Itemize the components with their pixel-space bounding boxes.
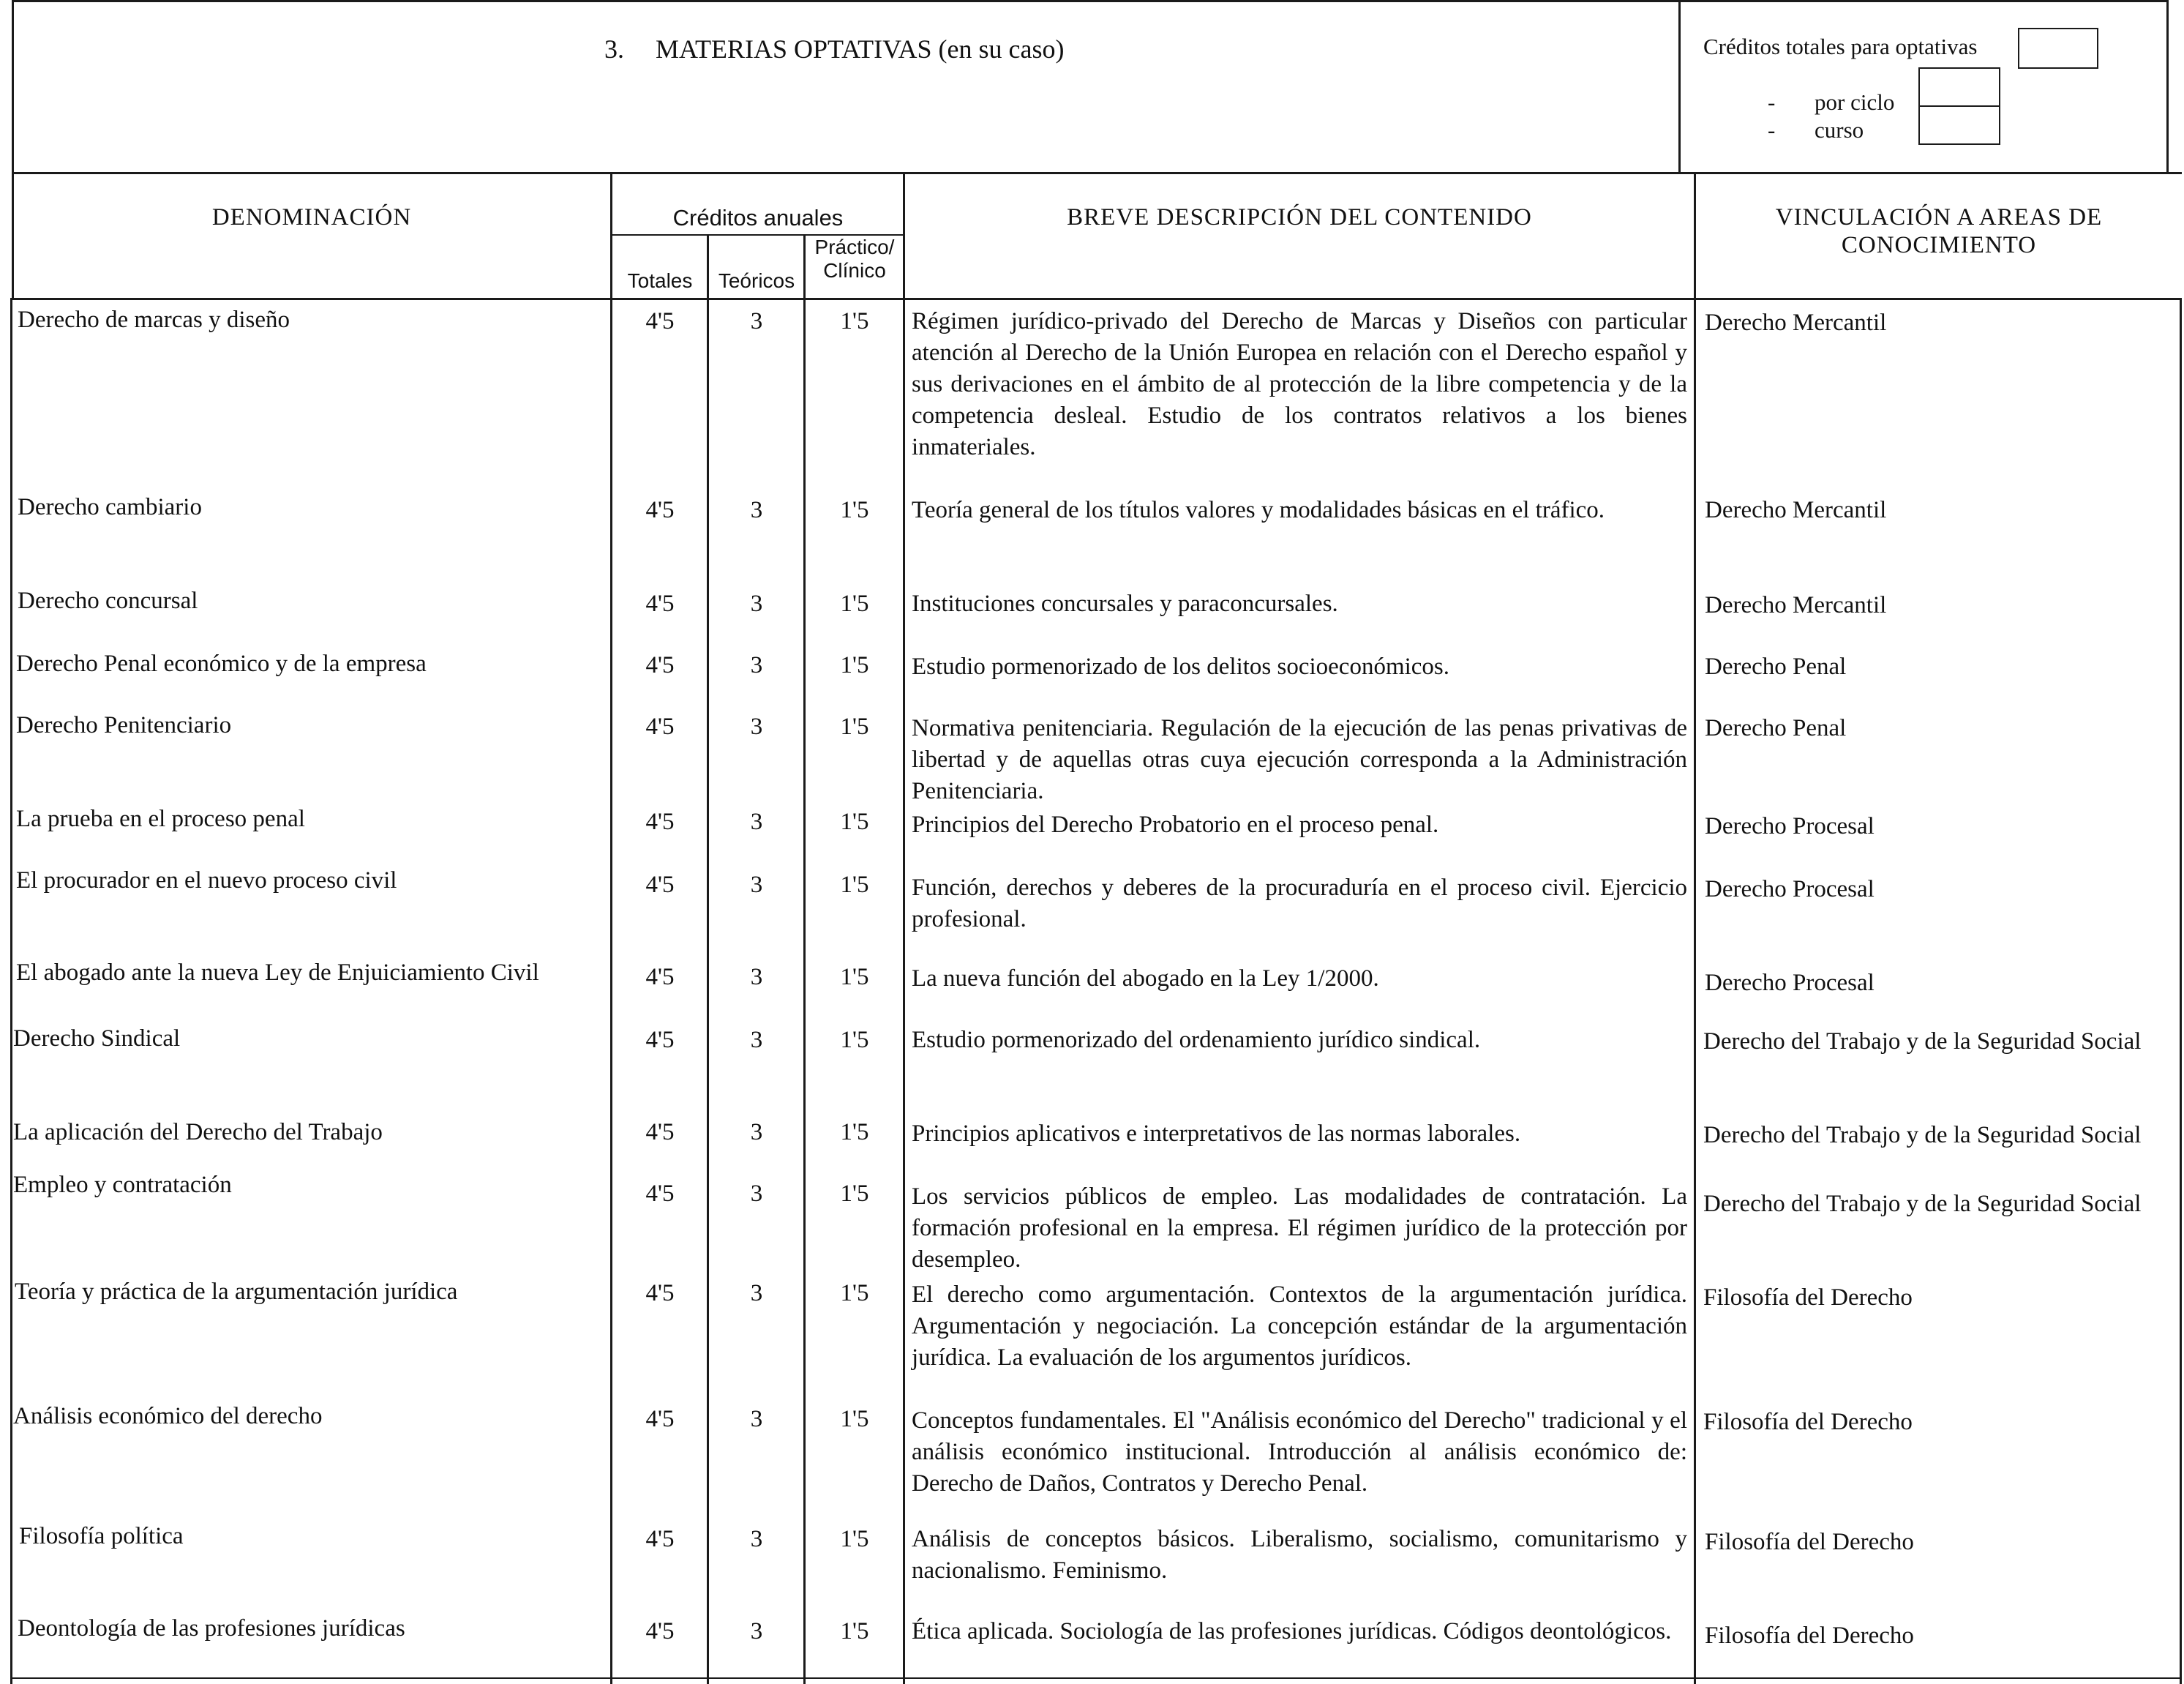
col-header-denominacion: DENOMINACIÓN [211, 204, 412, 231]
row-area: Derecho del Trabajo y de la Seguridad Social [1703, 1191, 2142, 1217]
credits-total-label: Créditos totales para optativas [1703, 34, 1978, 59]
row-creditos-practicos: 1'5 [840, 497, 869, 523]
row-creditos-teoricos: 3 [750, 1119, 763, 1145]
col-header-creditos-anuales: Créditos anuales [672, 205, 844, 231]
row-area: Filosofía del Derecho [1703, 1284, 1913, 1311]
row-descripcion: Principios del Derecho Probatorio en el proceso penal. [912, 812, 1439, 838]
row-denominacion: Derecho de marcas y diseño [18, 307, 290, 333]
row-creditos-teoricos: 3 [750, 1180, 763, 1207]
row-area: Derecho del Trabajo y de la Seguridad Social [1703, 1122, 2142, 1148]
col-header-totales: Totales [627, 269, 693, 292]
row-area: Derecho Procesal [1705, 876, 1875, 902]
row-denominacion: La prueba en el proceso penal [16, 806, 305, 832]
row-creditos-practicos: 1'5 [840, 872, 869, 898]
row-creditos-practicos: 1'5 [840, 809, 869, 835]
row-creditos-totales: 4'5 [645, 1180, 675, 1207]
curso-label: curso [1815, 117, 1864, 143]
row-creditos-teoricos: 3 [750, 964, 763, 990]
row-creditos-practicos: 1'5 [840, 1406, 869, 1432]
row-area: Derecho Penal [1705, 654, 1847, 680]
row-creditos-practicos: 1'5 [840, 1027, 869, 1053]
row-creditos-totales: 4'5 [645, 714, 675, 740]
row-descripcion: Principios aplicativos e interpretativos de las normas laborales. [912, 1120, 1521, 1147]
row-creditos-totales: 4'5 [645, 591, 675, 617]
row-denominacion: Empleo y contratación [13, 1172, 232, 1198]
row-creditos-totales: 4'5 [645, 1406, 675, 1432]
row-descripcion: El derecho como argumentación. Contextos de la argumentación jurídica. Argumentación y negociación. La concepción estándar de la argumentación jurídica. La evaluación de los argumentos jurídicos. [912, 1281, 1687, 1371]
row-denominacion: Deontología de las profesiones jurídicas [18, 1615, 405, 1642]
row-denominacion: Derecho Penitenciario [16, 712, 232, 738]
row-descripcion: Estudio pormenorizado del ordenamiento jurídico sindical. [912, 1027, 1481, 1053]
row-area: Filosofía del Derecho [1703, 1409, 1913, 1435]
row-creditos-teoricos: 3 [750, 872, 763, 898]
row-creditos-teoricos: 3 [750, 591, 763, 617]
row-descripcion: Estudio pormenorizado de los delitos socioeconómicos. [912, 654, 1450, 680]
frame-left-body [10, 298, 12, 1684]
row-creditos-teoricos: 3 [750, 308, 763, 334]
row-creditos-totales: 4'5 [645, 1119, 675, 1145]
row-creditos-totales: 4'5 [645, 497, 675, 523]
row-creditos-teoricos: 3 [750, 809, 763, 835]
header-divider [1678, 0, 1681, 174]
row-denominacion: Derecho cambiario [18, 494, 202, 520]
row-descripcion: Análisis de conceptos básicos. Liberalismo, socialismo, comunitarismo y nacionalismo. Feminismo. [912, 1526, 1687, 1584]
dash-por-ciclo: - [1768, 89, 1776, 115]
row-descripcion: Ética aplicada. Sociología de las profesiones jurídicas. Códigos deontológicos. [912, 1618, 1672, 1644]
row-denominacion: Filosofía política [19, 1523, 184, 1549]
curso-box[interactable] [1918, 105, 2000, 145]
row-creditos-practicos: 1'5 [840, 714, 869, 740]
row-descripcion: Los servicios públicos de empleo. Las modalidades de contratación. La formación profesional en la empresa. El régimen jurídico de la protección por desempleo. [912, 1183, 1687, 1273]
row-denominacion: Derecho concursal [18, 588, 198, 614]
row-creditos-totales: 4'5 [645, 809, 675, 835]
row-creditos-practicos: 1'5 [840, 1180, 869, 1207]
row-creditos-practicos: 1'5 [840, 1280, 869, 1306]
row-creditos-teoricos: 3 [750, 714, 763, 740]
row-denominacion: El abogado ante la nueva Ley de Enjuiciamiento Civil [16, 959, 539, 986]
col-line-name [610, 172, 612, 1684]
row-area: Derecho Mercantil [1705, 310, 1887, 336]
row-creditos-totales: 4'5 [645, 652, 675, 678]
row-denominacion: Teoría y práctica de la argumentación jurídica [15, 1279, 458, 1305]
row-creditos-practicos: 1'5 [840, 1119, 869, 1145]
row-area: Derecho Penal [1705, 715, 1847, 741]
row-creditos-teoricos: 3 [750, 652, 763, 678]
por-ciclo-label: por ciclo [1815, 89, 1895, 115]
section-title: MATERIAS OPTATIVAS (en su caso) [656, 34, 1065, 64]
col-header-practico: Práctico/ [814, 236, 895, 258]
frame-bottom [10, 1677, 2180, 1679]
header-bottom-line [12, 172, 2182, 174]
row-area: Filosofía del Derecho [1705, 1623, 1914, 1649]
row-area: Filosofía del Derecho [1705, 1529, 1914, 1555]
column-header-bottom [12, 298, 2182, 300]
row-descripcion: Normativa penitenciaria. Regulación de la ejecución de las penas privativas de libertad y de aquellas otras cuya ejecución corresponda a la Administración Penitenciaria. [912, 715, 1687, 804]
row-creditos-practicos: 1'5 [840, 1526, 869, 1552]
por-ciclo-box[interactable] [1918, 67, 2000, 107]
row-denominacion: Derecho Penal económico y de la empresa [16, 651, 427, 677]
dash-curso: - [1768, 117, 1776, 143]
row-descripcion: Régimen jurídico-privado del Derecho de Marcas y Diseños con particular atención al Derecho de la Unión Europea en relación con el Derecho español y sus derivaciones en el ámbito de al protección de la libre competencia y de la competencia desleal. Estudio de los contratos relativos a los bienes inmateriales. [912, 308, 1687, 460]
row-denominacion: Derecho Sindical [13, 1025, 181, 1052]
col-line-teoricos [803, 236, 806, 1684]
col-header-descripcion: BREVE DESCRIPCIÓN DEL CONTENIDO [1067, 204, 1532, 231]
row-area: Derecho Procesal [1705, 970, 1875, 996]
row-creditos-teoricos: 3 [750, 1027, 763, 1053]
row-creditos-practicos: 1'5 [840, 591, 869, 617]
row-creditos-practicos: 1'5 [840, 1618, 869, 1644]
row-creditos-teoricos: 3 [750, 497, 763, 523]
col-header-clinico: Clínico [823, 259, 886, 282]
row-area: Derecho Mercantil [1705, 592, 1887, 618]
row-descripcion: Instituciones concursales y paraconcursales. [912, 591, 1338, 617]
credits-total-box[interactable] [2018, 28, 2098, 69]
row-descripcion: Función, derechos y deberes de la procuraduría en el proceso civil. Ejercicio profesional. [912, 875, 1687, 932]
section-number: 3. [604, 34, 624, 64]
col-header-teoricos: Teóricos [718, 269, 795, 292]
row-creditos-teoricos: 3 [750, 1406, 763, 1432]
row-creditos-teoricos: 3 [750, 1618, 763, 1644]
row-creditos-practicos: 1'5 [840, 308, 869, 334]
row-creditos-teoricos: 3 [750, 1526, 763, 1552]
row-creditos-totales: 4'5 [645, 964, 675, 990]
row-creditos-totales: 4'5 [645, 308, 675, 334]
frame-left [12, 0, 14, 300]
row-descripcion: Conceptos fundamentales. El "Análisis económico del Derecho" tradicional y el análisis económico institucional. Introducción al análisis económico de: Derecho de Daños, Contratos y Derecho Penal. [912, 1407, 1687, 1497]
row-area: Derecho Procesal [1705, 813, 1875, 839]
row-denominacion: Análisis económico del derecho [13, 1403, 323, 1429]
frame-right [2166, 0, 2169, 174]
row-creditos-totales: 4'5 [645, 1618, 675, 1644]
col-line-totales [707, 236, 709, 1684]
row-descripcion: La nueva función del abogado en la Ley 1/2000. [912, 965, 1379, 992]
col-header-vinculacion-2: CONOCIMIENTO [1841, 232, 2037, 258]
row-area: Derecho Mercantil [1705, 497, 1887, 523]
col-line-area [1694, 172, 1696, 1684]
row-creditos-totales: 4'5 [645, 1280, 675, 1306]
col-line-practico [903, 172, 905, 1684]
row-creditos-practicos: 1'5 [840, 964, 869, 990]
row-creditos-totales: 4'5 [645, 1027, 675, 1053]
row-creditos-teoricos: 3 [750, 1280, 763, 1306]
frame-top [13, 0, 2168, 2]
row-area: Derecho del Trabajo y de la Seguridad Social [1703, 1028, 2142, 1055]
row-denominacion: El procurador en el nuevo proceso civil [16, 867, 397, 894]
frame-right-body [2180, 300, 2182, 1684]
col-header-vinculacion-1: VINCULACIÓN A AREAS DE [1775, 204, 2103, 231]
row-denominacion: La aplicación del Derecho del Trabajo [13, 1119, 383, 1145]
row-creditos-totales: 4'5 [645, 872, 675, 898]
row-creditos-totales: 4'5 [645, 1526, 675, 1552]
row-descripcion: Teoría general de los títulos valores y modalidades básicas en el tráfico. [912, 497, 1605, 523]
row-creditos-practicos: 1'5 [840, 652, 869, 678]
